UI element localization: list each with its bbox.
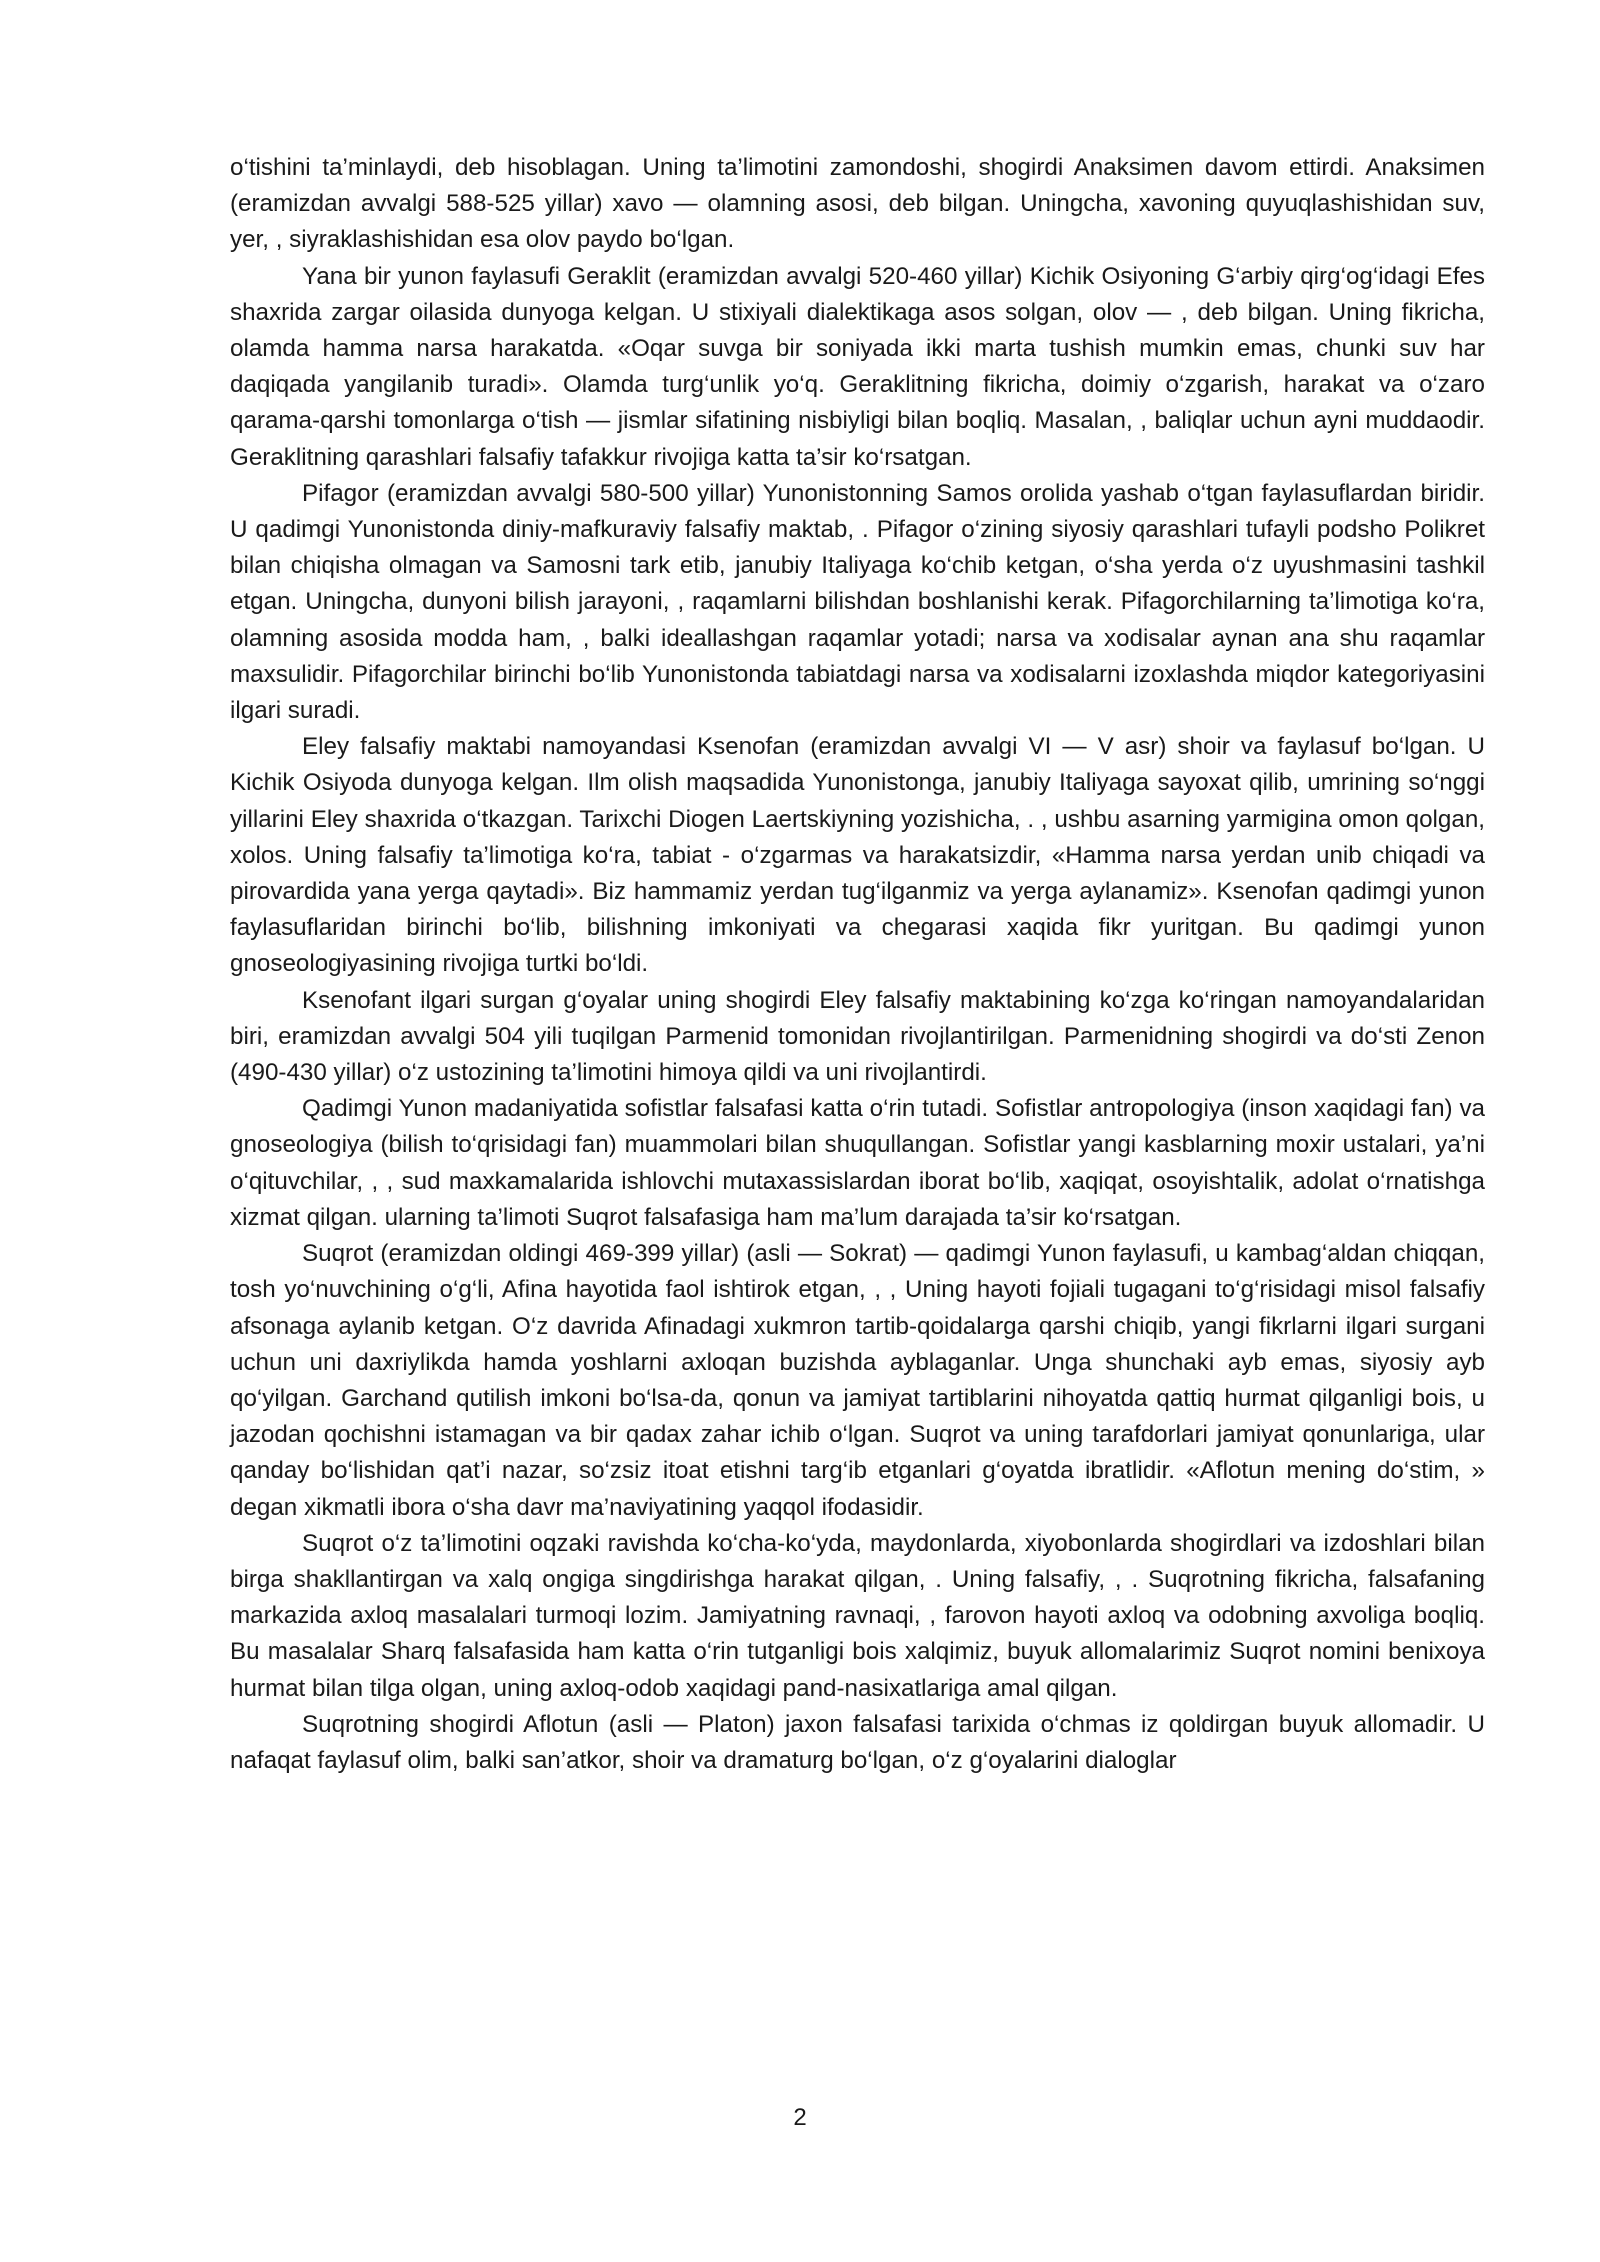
paragraph-geraklit: Yana bir yunon faylasufi Geraklit (eramizdan avvalgi 520-460 yillar) Kichik Osiyoning G‘arbiy qirg‘og‘idagi Efes shaxrida zargar oilasida dunyoga kelgan. U stixiyali dialektikaga asos solgan, olov — , deb bilgan. Uning fikricha, olamda hamma narsa harakatda. «Oqar suvga bir soniyada ikki marta tushish mumkin emas, chunki suv har daqiqada yangilanib turadi». Olamda turg‘unlik yo‘q. Geraklitning fikricha, doimiy o‘zgarish, harakat va o‘zaro qarama-qarshi tomonlarga o‘tish — jismlar sifatining nisbiyligi bilan boqliq. Masalan, , baliqlar uchun ayni muddaodir. Geraklitning qarashlari falsafiy tafakkur rivojiga katta ta’sir ko‘rsatgan. — [230, 262, 1485, 471]
paragraph-sofistlar: Qadimgi Yunon madaniyatida sofistlar falsafasi katta o‘rin tutadi. Sofistlar antropologiya (inson xaqidagi fan) va gnoseologiya (bilish to‘qrisidagi fan) muammolari bilan shuqullangan. Sofistlar yangi kasblarning moxir ustalari, ya’ni o‘qituvchilar, , , sud maxkamalarida ishlovchi mutaxassislardan iborat bo‘lib, xaqiqat, osoyishtalik, adolat o‘rnatishga xizmat qilgan. ularning ta’limoti Suqrot falsafasiga ham ma’lum darajada ta’sir ko‘rsatgan. — [230, 1095, 1485, 1231]
page-number: 2 — [793, 2104, 807, 2131]
paragraph-parmenid: Ksenofant ilgari surgan g‘oyalar uning shogirdi Eley falsafiy maktabining ko‘zga ko‘ringan namoyandalaridan biri, eramizdan avvalgi 504 yili tuqilgan Parmenid tomonidan rivojlantirilgan. Parmenidning shogirdi va do‘sti Zenon (490-430 yillar) o‘z ustozining ta’limotini himoya qildi va uni rivojlantirdi. — [230, 986, 1485, 1087]
paragraph-aflotun: Suqrotning shogirdi Aflotun (asli — Platon) jaxon falsafasi tarixida o‘chmas iz qoldirgan buyuk allomadir. U nafaqat faylasuf olim, balki san’atkor, shoir va dramaturg bo‘lgan, o‘z g‘oyalarini dialoglar — [230, 1710, 1485, 1774]
paragraph-pifagor: Pifagor (eramizdan avvalgi 580-500 yillar) Yunonistonning Samos orolida yashab o‘tgan faylasuflardan biridir. U qadimgi Yunonistonda diniy-mafkuraviy falsafiy maktab, . Pifagor o‘zining siyosiy qarashlari tufayli podsho Polikret bilan chiqisha olmagan va Samosni tark etib, janubiy Italiyaga ko‘chib ketgan, o‘sha yerda o‘z uyushmasini tashkil etgan. Uningcha, dunyoni bilish jarayoni, , raqamlarni bilishdan boshlanishi kerak. Pifagorchilarning ta’limotiga ko‘ra, olamning asosida modda ham, , balki ideallashgan raqamlar yotadi; narsa va xodisalar aynan ana shu raqamlar maxsulidir. Pifagorchilar birinchi bo‘lib Yunonistonda tabiatdagi narsa va xodisalarni izoxlashda miqdor kategoriyasini ilgari suradi. — [230, 479, 1485, 725]
paragraph-continuation: o‘tishini ta’minlaydi, deb hisoblagan. Uning ta’limotini zamondoshi, shogirdi Anaksimen davom ettirdi. Anaksimen (eramizdan avvalgi 588-525 yillar) xavo — olamning asosi, deb bilgan. Uningcha, xavoning quyuqlashishidan suv, yer, , siyraklashishidan esa olov paydo bo‘lgan. — [230, 154, 1485, 254]
paragraph-suqrot: Suqrot (eramizdan oldingi 469-399 yillar) (asli — Sokrat) — qadimgi Yunon faylasufi, u kambag‘aldan chiqqan, tosh yo‘nuvchining o‘g‘li, Afina hayotida faol ishtirok etgan, , , Uning hayoti fojiali tugagani to‘g‘risidagi misol falsafiy afsonaga aylanib ketgan. O‘z davrida Afinadagi xukmron tartib-qoidalarga qarshi chiqib, yangi fikrlarni ilgari surgani uchun uni daxriylikda hamda yoshlarni axloqan buzishda ayblaganlar. Unga shunchaki ayb emas, siyosiy ayb qo‘yilgan. Garchand qutilish imkoni bo‘lsa-da, qonun va jamiyat tartiblarini nihoyatda qattiq hurmat qilganligi bois, u jazodan qochishni istamagan va bir qadax zahar ichib o‘lgan. Suqrot va uning tarafdorlari jamiyat qonunlariga, ular qanday bo‘lishidan qat’i nazar, so‘zsiz itoat etishni targ‘ib etganlari g‘oyatda ibratlidir. «Aflotun mening do‘stim, » degan xikmatli ibora o‘sha davr ma’naviyatining yaqqol ifodasidir. — [230, 1240, 1485, 1521]
paragraph-suqrot-talimoti: Suqrot o‘z ta’limotini oqzaki ravishda ko‘cha-ko‘yda, maydonlarda, xiyobonlarda shogirdlari va izdoshlari bilan birga shakllantirgan va xalq ongiga singdirishga harakat qilgan, . Uning falsafiy, , . Suqrotning fikricha, falsafaning markazida axloq masalalari turmoqi lozim. Jamiyatning ravnaqi, , farovon hayoti axloq va odobning axvoliga boqliq. Bu masalalar Sharq falsafasida ham katta o‘rin tutganligi bois xalqimiz, buyuk allomalarimiz Suqrot nomini benixoya hurmat bilan tilga olgan, uning axloq-odob xaqidagi pand-nasixatlariga amal qilgan. — [230, 1529, 1485, 1702]
paragraph-ksenofan: Eley falsafiy maktabi namoyandasi Ksenofan (eramizdan avvalgi VI — V asr) shoir va faylasuf bo‘lgan. U Kichik Osiyoda dunyoga kelgan. Ilm olish maqsadida Yunonistonga, janubiy Italiyaga sayoxat qilib, umrining so‘nggi yillarini Eley shaxrida o‘tkazgan. Tarixchi Diogen Laertskiyning yozishicha, . , ushbu asarning yarmigina omon qolgan, xolos. Uning falsafiy ta’limotiga ko‘ra, tabiat - o‘zgarmas va harakatsizdir, «Hamma narsa yerdan unib chiqadi va pirovardida yana yerga qaytadi». Biz hammamiz yerdan tug‘ilganmiz va yerga aylanamiz». Ksenofan qadimgi yunon faylasuflaridan birinchi bo‘lib, bilishning imkoniyati va chegarasi xaqida fikr yuritgan. Bu qadimgi yunon gnoseologiyasining rivojiga turtki bo‘ldi. — [230, 733, 1485, 978]
document-body — [230, 150, 1485, 1779]
